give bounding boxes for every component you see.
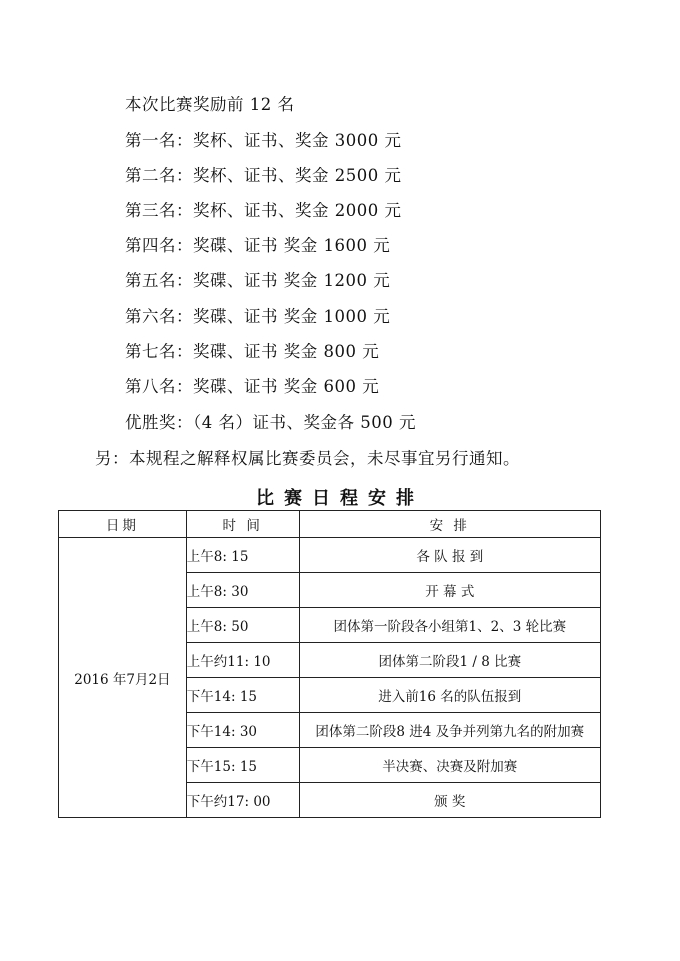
item-cell: 颁 奖 <box>299 783 600 818</box>
award-line: 第二名：奖杯、证书、奖金 2500 元 <box>125 166 402 185</box>
award-line: 第五名：奖碟、证书 奖金 1200 元 <box>125 271 391 290</box>
header-time: 时 间 <box>186 511 299 538</box>
award-line: 第一名：奖杯、证书、奖金 3000 元 <box>125 131 402 150</box>
item-cell: 各 队 报 到 <box>299 538 600 573</box>
item-cell: 开 幕 式 <box>299 573 600 608</box>
item-cell: 团体第二阶段8 进4 及争并列第九名的附加赛 <box>299 713 600 748</box>
header-item: 安 排 <box>299 511 600 538</box>
time-cell: 上午8: 30 <box>186 573 299 608</box>
item-cell: 团体第二阶段1 / 8 比赛 <box>299 643 600 678</box>
time-cell: 下午14: 30 <box>186 713 299 748</box>
award-line: 第七名：奖碟、证书 奖金 800 元 <box>125 342 380 361</box>
date-cell: 2016 年7月2日 <box>59 538 187 818</box>
table-row <box>59 538 601 573</box>
awards-intro: 本次比赛奖励前 12 名 <box>125 95 295 114</box>
item-cell: 团体第一阶段各小组第1、2、3 轮比赛 <box>299 608 600 643</box>
award-line: 第四名：奖碟、证书 奖金 1600 元 <box>125 236 391 255</box>
award-line: 第三名：奖杯、证书、奖金 2000 元 <box>125 201 402 220</box>
item-cell: 进入前16 名的队伍报到 <box>299 678 600 713</box>
time-cell: 上午约11: 10 <box>186 643 299 678</box>
time-cell: 下午14: 15 <box>186 678 299 713</box>
time-cell: 下午约17: 00 <box>186 783 299 818</box>
table-header-row <box>59 511 601 538</box>
schedule-title: 比赛日程安排 <box>256 488 424 509</box>
time-cell: 上午8: 50 <box>186 608 299 643</box>
item-cell: 半决赛、决赛及附加赛 <box>299 748 600 783</box>
award-line: 第八名：奖碟、证书 奖金 600 元 <box>125 377 380 396</box>
schedule-table <box>58 510 601 818</box>
award-line: 优胜奖：（4 名）证书、奖金各 500 元 <box>125 413 416 432</box>
header-date: 日期 <box>59 511 187 538</box>
time-cell: 下午15: 15 <box>186 748 299 783</box>
time-cell: 上午8: 15 <box>186 538 299 573</box>
regulation-note: 另：本规程之解释权属比赛委员会，未尽事宜另行通知。 <box>95 449 520 468</box>
award-line: 第六名：奖碟、证书 奖金 1000 元 <box>125 307 391 326</box>
